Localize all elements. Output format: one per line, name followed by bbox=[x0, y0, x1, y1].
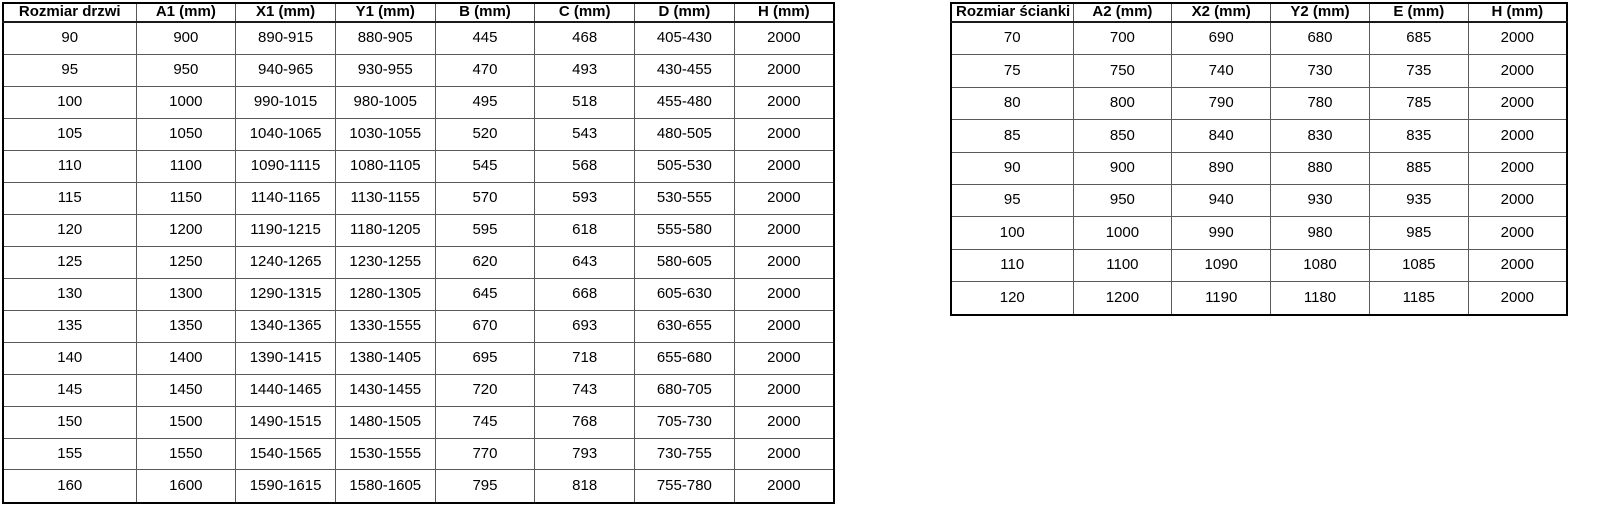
table-cell: 1490-1515 bbox=[236, 406, 336, 438]
table-cell: 1550 bbox=[136, 438, 236, 470]
table-cell: 690 bbox=[1172, 22, 1271, 55]
table-row bbox=[951, 87, 1567, 119]
table-row bbox=[3, 150, 834, 182]
table-cell: 795 bbox=[435, 470, 535, 503]
table-cell: 980 bbox=[1271, 217, 1370, 249]
table-cell: 1080 bbox=[1271, 249, 1370, 281]
table-cell: 95 bbox=[951, 184, 1073, 216]
table-cell: 2000 bbox=[1468, 249, 1567, 281]
table-cell: 100 bbox=[951, 217, 1073, 249]
table-cell: 120 bbox=[951, 282, 1073, 315]
table-cell: 1190-1215 bbox=[236, 214, 336, 246]
table-row bbox=[3, 342, 834, 374]
table-cell: 950 bbox=[136, 54, 236, 86]
table-cell: 1050 bbox=[136, 118, 236, 150]
table-cell: 1190 bbox=[1172, 282, 1271, 315]
table-cell: 430-455 bbox=[635, 54, 735, 86]
column-header: H (mm) bbox=[1468, 3, 1567, 22]
table-cell: 818 bbox=[535, 470, 635, 503]
table-cell: 755-780 bbox=[635, 470, 735, 503]
table-cell: 1330-1555 bbox=[335, 310, 435, 342]
table-cell: 685 bbox=[1369, 22, 1468, 55]
table-cell: 940-965 bbox=[236, 54, 336, 86]
table-cell: 1040-1065 bbox=[236, 118, 336, 150]
table-cell: 950 bbox=[1073, 184, 1172, 216]
table-cell: 135 bbox=[3, 310, 136, 342]
table-cell: 2000 bbox=[734, 310, 834, 342]
table-cell: 518 bbox=[535, 86, 635, 118]
table-cell: 718 bbox=[535, 342, 635, 374]
table-cell: 2000 bbox=[734, 214, 834, 246]
table-cell: 605-630 bbox=[635, 278, 735, 310]
table-cell: 800 bbox=[1073, 87, 1172, 119]
table-cell: 1200 bbox=[136, 214, 236, 246]
table-cell: 935 bbox=[1369, 184, 1468, 216]
table-cell: 930 bbox=[1271, 184, 1370, 216]
table-cell: 618 bbox=[535, 214, 635, 246]
table-cell: 145 bbox=[3, 374, 136, 406]
table-cell: 505-530 bbox=[635, 150, 735, 182]
table-cell: 645 bbox=[435, 278, 535, 310]
table-cell: 1085 bbox=[1369, 249, 1468, 281]
table-row bbox=[3, 310, 834, 342]
table-cell: 2000 bbox=[734, 374, 834, 406]
table-cell: 1590-1615 bbox=[236, 470, 336, 503]
table-cell: 1130-1155 bbox=[335, 182, 435, 214]
table-cell: 2000 bbox=[1468, 184, 1567, 216]
table-cell: 1140-1165 bbox=[236, 182, 336, 214]
table-cell: 1350 bbox=[136, 310, 236, 342]
table-cell: 2000 bbox=[734, 470, 834, 503]
table-cell: 1080-1105 bbox=[335, 150, 435, 182]
table-cell: 770 bbox=[435, 438, 535, 470]
table-cell: 930-955 bbox=[335, 54, 435, 86]
table-row bbox=[951, 55, 1567, 87]
table-cell: 1090 bbox=[1172, 249, 1271, 281]
table-cell: 1200 bbox=[1073, 282, 1172, 315]
table-cell: 1580-1605 bbox=[335, 470, 435, 503]
table-cell: 2000 bbox=[734, 86, 834, 118]
table-cell: 2000 bbox=[1468, 282, 1567, 315]
table-cell: 900 bbox=[136, 22, 236, 55]
table-cell: 555-580 bbox=[635, 214, 735, 246]
table-row bbox=[3, 182, 834, 214]
table-cell: 670 bbox=[435, 310, 535, 342]
table-cell: 530-555 bbox=[635, 182, 735, 214]
table-cell: 2000 bbox=[734, 406, 834, 438]
table-cell: 2000 bbox=[734, 54, 834, 86]
table-cell: 730-755 bbox=[635, 438, 735, 470]
table-cell: 705-730 bbox=[635, 406, 735, 438]
table-cell: 1380-1405 bbox=[335, 342, 435, 374]
table-cell: 730 bbox=[1271, 55, 1370, 87]
table-cell: 885 bbox=[1369, 152, 1468, 184]
table-cell: 620 bbox=[435, 246, 535, 278]
table-cell: 740 bbox=[1172, 55, 1271, 87]
table-cell: 743 bbox=[535, 374, 635, 406]
table-cell: 880 bbox=[1271, 152, 1370, 184]
table-cell: 785 bbox=[1369, 87, 1468, 119]
column-header: Rozmiar ścianki bbox=[951, 3, 1073, 22]
table-cell: 2000 bbox=[734, 182, 834, 214]
table-cell: 735 bbox=[1369, 55, 1468, 87]
table-cell: 493 bbox=[535, 54, 635, 86]
table-cell: 155 bbox=[3, 438, 136, 470]
column-header: C (mm) bbox=[535, 3, 635, 22]
table-row bbox=[3, 54, 834, 86]
table-cell: 468 bbox=[535, 22, 635, 55]
table-cell: 1430-1455 bbox=[335, 374, 435, 406]
column-header: A1 (mm) bbox=[136, 3, 236, 22]
table-cell: 1540-1565 bbox=[236, 438, 336, 470]
column-header: D (mm) bbox=[635, 3, 735, 22]
table-cell: 480-505 bbox=[635, 118, 735, 150]
table-cell: 130 bbox=[3, 278, 136, 310]
column-header: X2 (mm) bbox=[1172, 3, 1271, 22]
table-cell: 495 bbox=[435, 86, 535, 118]
table-cell: 2000 bbox=[734, 22, 834, 55]
table-cell: 980-1005 bbox=[335, 86, 435, 118]
table-cell: 793 bbox=[535, 438, 635, 470]
table-cell: 1600 bbox=[136, 470, 236, 503]
table-row bbox=[3, 470, 834, 503]
column-header: E (mm) bbox=[1369, 3, 1468, 22]
table-cell: 668 bbox=[535, 278, 635, 310]
table-cell: 1390-1415 bbox=[236, 342, 336, 374]
table-cell: 405-430 bbox=[635, 22, 735, 55]
table-cell: 643 bbox=[535, 246, 635, 278]
table-cell: 1030-1055 bbox=[335, 118, 435, 150]
column-header: X1 (mm) bbox=[236, 3, 336, 22]
table-cell: 470 bbox=[435, 54, 535, 86]
table-cell: 580-605 bbox=[635, 246, 735, 278]
table-cell: 100 bbox=[3, 86, 136, 118]
table-cell: 900 bbox=[1073, 152, 1172, 184]
table-cell: 1250 bbox=[136, 246, 236, 278]
table-cell: 693 bbox=[535, 310, 635, 342]
table-row bbox=[3, 22, 834, 55]
table-row bbox=[3, 438, 834, 470]
table-row bbox=[3, 118, 834, 150]
table-cell: 720 bbox=[435, 374, 535, 406]
table-cell: 1500 bbox=[136, 406, 236, 438]
table-cell: 1440-1465 bbox=[236, 374, 336, 406]
table-cell: 110 bbox=[951, 249, 1073, 281]
table-cell: 835 bbox=[1369, 120, 1468, 152]
table-cell: 2000 bbox=[1468, 217, 1567, 249]
table-cell: 1090-1115 bbox=[236, 150, 336, 182]
table-cell: 115 bbox=[3, 182, 136, 214]
header-row bbox=[3, 3, 834, 22]
column-header: A2 (mm) bbox=[1073, 3, 1172, 22]
table-row bbox=[951, 184, 1567, 216]
table-cell: 90 bbox=[3, 22, 136, 55]
table-cell: 1240-1265 bbox=[236, 246, 336, 278]
table-row bbox=[951, 22, 1567, 55]
table-cell: 2000 bbox=[1468, 22, 1567, 55]
table-cell: 768 bbox=[535, 406, 635, 438]
table-cell: 150 bbox=[3, 406, 136, 438]
table-cell: 1000 bbox=[1073, 217, 1172, 249]
table-row bbox=[951, 152, 1567, 184]
table-cell: 850 bbox=[1073, 120, 1172, 152]
table-cell: 780 bbox=[1271, 87, 1370, 119]
table-cell: 543 bbox=[535, 118, 635, 150]
table-cell: 1530-1555 bbox=[335, 438, 435, 470]
table-cell: 520 bbox=[435, 118, 535, 150]
table-row bbox=[3, 278, 834, 310]
table-cell: 593 bbox=[535, 182, 635, 214]
table-cell: 2000 bbox=[1468, 87, 1567, 119]
table-cell: 940 bbox=[1172, 184, 1271, 216]
table-row bbox=[3, 246, 834, 278]
table-cell: 695 bbox=[435, 342, 535, 374]
table-cell: 840 bbox=[1172, 120, 1271, 152]
table-cell: 455-480 bbox=[635, 86, 735, 118]
column-header: H (mm) bbox=[734, 3, 834, 22]
table-cell: 1100 bbox=[136, 150, 236, 182]
table-row bbox=[951, 249, 1567, 281]
column-header: Rozmiar drzwi bbox=[3, 3, 136, 22]
table-row bbox=[3, 86, 834, 118]
table-cell: 680 bbox=[1271, 22, 1370, 55]
table-cell: 790 bbox=[1172, 87, 1271, 119]
table-cell: 880-905 bbox=[335, 22, 435, 55]
table-cell: 70 bbox=[951, 22, 1073, 55]
table-cell: 2000 bbox=[734, 118, 834, 150]
header-row bbox=[951, 3, 1567, 22]
table-cell: 95 bbox=[3, 54, 136, 86]
door-size-table bbox=[2, 2, 835, 504]
table-cell: 680-705 bbox=[635, 374, 735, 406]
table-cell: 630-655 bbox=[635, 310, 735, 342]
table-cell: 1000 bbox=[136, 86, 236, 118]
table-cell: 2000 bbox=[1468, 152, 1567, 184]
column-header: Y1 (mm) bbox=[335, 3, 435, 22]
table-cell: 110 bbox=[3, 150, 136, 182]
table-cell: 830 bbox=[1271, 120, 1370, 152]
table-cell: 105 bbox=[3, 118, 136, 150]
table-cell: 568 bbox=[535, 150, 635, 182]
table-cell: 1280-1305 bbox=[335, 278, 435, 310]
column-header: Y2 (mm) bbox=[1271, 3, 1370, 22]
table-cell: 120 bbox=[3, 214, 136, 246]
table-cell: 75 bbox=[951, 55, 1073, 87]
table-cell: 2000 bbox=[734, 150, 834, 182]
table-cell: 1400 bbox=[136, 342, 236, 374]
table-cell: 990-1015 bbox=[236, 86, 336, 118]
column-header: B (mm) bbox=[435, 3, 535, 22]
table-cell: 1100 bbox=[1073, 249, 1172, 281]
table-cell: 2000 bbox=[734, 246, 834, 278]
table-cell: 655-680 bbox=[635, 342, 735, 374]
table-cell: 1300 bbox=[136, 278, 236, 310]
table-cell: 890 bbox=[1172, 152, 1271, 184]
table-cell: 1185 bbox=[1369, 282, 1468, 315]
table-cell: 85 bbox=[951, 120, 1073, 152]
table-cell: 125 bbox=[3, 246, 136, 278]
table-cell: 160 bbox=[3, 470, 136, 503]
table-cell: 595 bbox=[435, 214, 535, 246]
table-cell: 570 bbox=[435, 182, 535, 214]
table-cell: 1230-1255 bbox=[335, 246, 435, 278]
table-cell: 2000 bbox=[1468, 120, 1567, 152]
wall-size-table bbox=[950, 2, 1568, 316]
table-row bbox=[3, 374, 834, 406]
table-cell: 140 bbox=[3, 342, 136, 374]
table-row bbox=[951, 282, 1567, 315]
table-cell: 2000 bbox=[734, 342, 834, 374]
table-cell: 2000 bbox=[734, 438, 834, 470]
table-cell: 1480-1505 bbox=[335, 406, 435, 438]
table-cell: 1180 bbox=[1271, 282, 1370, 315]
table-cell: 2000 bbox=[734, 278, 834, 310]
table-cell: 80 bbox=[951, 87, 1073, 119]
table-row bbox=[951, 217, 1567, 249]
table-row bbox=[3, 214, 834, 246]
table-cell: 750 bbox=[1073, 55, 1172, 87]
table-cell: 985 bbox=[1369, 217, 1468, 249]
table-cell: 1180-1205 bbox=[335, 214, 435, 246]
table-cell: 1290-1315 bbox=[236, 278, 336, 310]
table-cell: 990 bbox=[1172, 217, 1271, 249]
table-cell: 2000 bbox=[1468, 55, 1567, 87]
table-cell: 1150 bbox=[136, 182, 236, 214]
table-cell: 1450 bbox=[136, 374, 236, 406]
table-cell: 545 bbox=[435, 150, 535, 182]
table-row bbox=[3, 406, 834, 438]
table-row bbox=[951, 120, 1567, 152]
table-cell: 700 bbox=[1073, 22, 1172, 55]
table-cell: 1340-1365 bbox=[236, 310, 336, 342]
table-cell: 445 bbox=[435, 22, 535, 55]
table-cell: 745 bbox=[435, 406, 535, 438]
table-cell: 890-915 bbox=[236, 22, 336, 55]
table-cell: 90 bbox=[951, 152, 1073, 184]
